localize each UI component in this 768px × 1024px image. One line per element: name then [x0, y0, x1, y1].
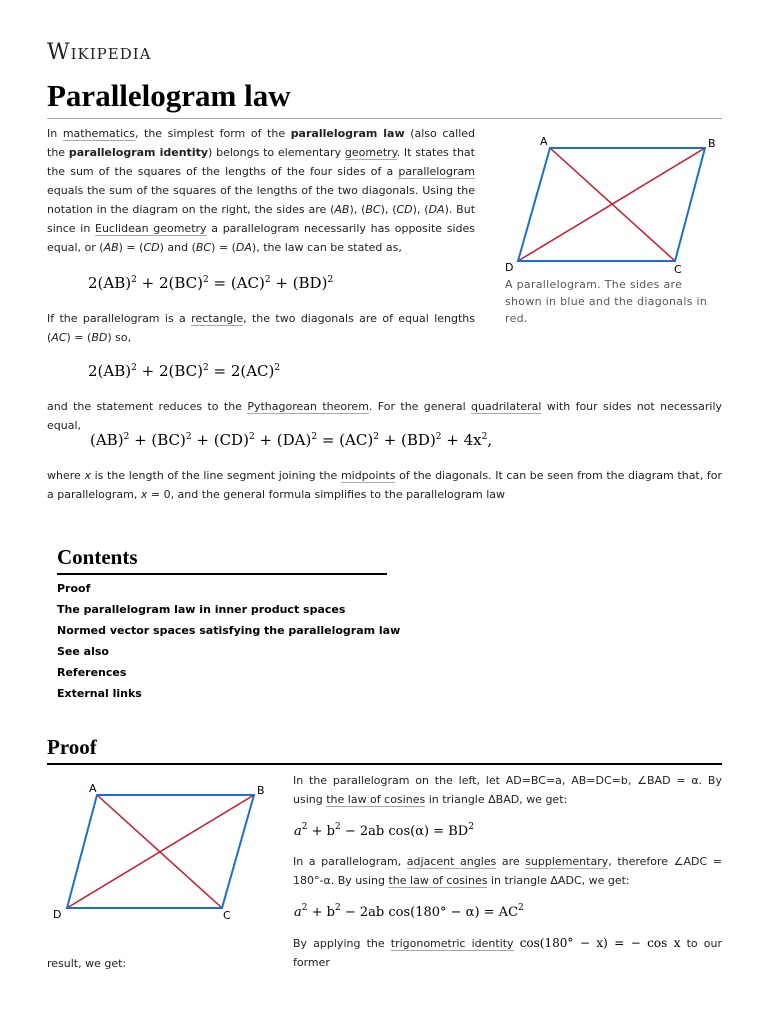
intro-paragraph-4 — [47, 466, 722, 504]
eq-term: = 2(AC) — [208, 362, 275, 380]
eq-exp: 2 — [301, 822, 308, 832]
contents-title: Contents — [57, 545, 138, 569]
intro-paragraph-3 — [47, 397, 722, 435]
equation-parallelogram-law — [88, 274, 333, 292]
text: ), ( — [412, 203, 429, 216]
eq-term: + (CD) — [191, 431, 249, 449]
italic-var: DA — [428, 203, 445, 216]
italic-var: AB — [334, 203, 350, 216]
toc-item-normed-spaces[interactable]: Normed vector spaces satisfying the parallelogram law — [57, 624, 401, 637]
text: is the length of the line segment joining the — [90, 469, 341, 482]
eq-exp: 2 — [468, 822, 474, 832]
text: a parallelogram necessarily has opposite sides equal, or ( — [47, 222, 475, 254]
eq-term: + 2(BC) — [136, 274, 203, 292]
eq-exp: 2 — [202, 275, 209, 285]
text: In a parallelogram, — [293, 855, 407, 868]
italic-var: BC — [195, 241, 212, 254]
vertex-label-b: B — [257, 784, 265, 797]
italic-var: AB — [103, 241, 119, 254]
text: In — [47, 127, 63, 140]
text: ). But since in — [47, 203, 476, 235]
text: = 0, and the general formula simplifies to the parallelogram law — [147, 488, 506, 501]
text: equals the sum of the squares of the lengths of the two diagonals. Using the notation in the diagram on the right, the sides are ( — [47, 184, 475, 216]
page-title: Parallelogram law — [47, 78, 291, 113]
eq-term: + (BD) — [378, 431, 436, 449]
toc-item-proof[interactable]: Proof — [57, 582, 91, 595]
eq-exp: 2 — [481, 432, 488, 442]
text: result, we get: — [47, 957, 127, 970]
eq-exp: 2 — [123, 432, 130, 442]
text: In the parallelogram on the left, let AD=BC=a, AB=DC=b, ∠BAD = α. By using — [293, 774, 722, 806]
link-mathematics[interactable]: mathematics — [62, 127, 135, 140]
eq-exp: 2 — [334, 822, 341, 832]
eq-exp: 2 — [327, 275, 334, 285]
eq-exp: 2 — [131, 275, 137, 285]
eq-exp: 2 — [264, 275, 271, 285]
link-geometry[interactable]: geometry — [344, 146, 397, 159]
eq-exp: 2 — [334, 903, 341, 913]
toc-item-references[interactable]: References — [57, 666, 127, 679]
text: ) = ( — [211, 241, 236, 254]
text: ) = ( — [66, 331, 92, 344]
text: , therefore ∠ADC = 180°-α. By using — [293, 855, 722, 887]
text: . It states that the sum of the squares of the lengths of the four sides of a — [47, 146, 475, 178]
link-euclidean-geometry[interactable]: Euclidean geometry — [95, 222, 207, 235]
vertex-label-b: B — [708, 137, 716, 150]
eq-term: + (BD) — [270, 274, 328, 292]
section-divider — [47, 763, 722, 765]
eq-exp: 2 — [202, 363, 209, 373]
text: with four sides not necessarily equal, — [47, 400, 723, 432]
italic-var: CD — [143, 241, 160, 254]
text: ) = ( — [118, 241, 144, 254]
equation-general-quadrilateral — [90, 431, 492, 449]
text: in triangle ΔADC, we get: — [487, 874, 630, 887]
text: (also called the — [47, 127, 476, 159]
eq-term: − 2ab cos(α) = BD — [340, 824, 469, 839]
proof-paragraph-3-continued — [47, 954, 347, 973]
text: where — [47, 469, 85, 482]
link-adjacent-angles[interactable]: adjacent angles — [406, 855, 497, 868]
eq-term: = (AC) — [208, 274, 265, 292]
link-law-of-cosines[interactable]: the law of cosines — [326, 793, 426, 806]
italic-var: BD — [91, 331, 108, 344]
eq-term: (AB) — [90, 431, 124, 449]
italic-var: x — [84, 469, 91, 482]
intro-paragraph-1 — [47, 124, 475, 257]
eq-term: + b — [307, 905, 335, 920]
italic-var: AC — [51, 331, 67, 344]
text: ), ( — [380, 203, 397, 216]
proof-parallelogram-figure[interactable] — [47, 778, 277, 923]
eq-term: , — [487, 431, 493, 449]
text: are — [496, 855, 526, 868]
equation-bd — [294, 822, 474, 839]
text: of the diagonals. It can be seen from the diagram that, for a parallelogram, — [47, 469, 723, 501]
eq-term: a — [294, 824, 302, 839]
wikipedia-logo[interactable]: Wikipedia — [47, 40, 152, 65]
section-title-proof: Proof — [47, 735, 97, 759]
text: , the simplest form of the — [134, 127, 291, 140]
title-divider — [47, 118, 722, 119]
link-law-of-cosines-2[interactable]: the law of cosines — [388, 874, 488, 887]
text: ), ( — [349, 203, 366, 216]
eq-term: + (DA) — [254, 431, 312, 449]
vertex-label-c: C — [674, 263, 682, 276]
bold-term: parallelogram law — [290, 127, 405, 140]
text: ), the law can be stated as, — [251, 241, 402, 254]
eq-exp: 2 — [435, 432, 442, 442]
link-rectangle[interactable]: rectangle — [191, 312, 244, 325]
eq-exp: 2 — [311, 432, 318, 442]
text: in triangle ΔBAD, we get: — [425, 793, 568, 806]
eq-term: + 2(BC) — [136, 362, 203, 380]
proof-paragraph-1 — [293, 771, 722, 809]
vertex-label-d: D — [505, 261, 514, 274]
vertex-label-c: C — [223, 909, 231, 922]
text: , the two diagonals are of equal lengths ( — [47, 312, 475, 344]
italic-var: x — [140, 488, 148, 501]
eq-exp: 2 — [518, 903, 524, 913]
italic-var: CD — [396, 203, 413, 216]
eq-term: a — [294, 905, 302, 920]
text: . For the general — [368, 400, 472, 413]
eq-exp: 2 — [185, 432, 192, 442]
toc-item-external-links[interactable]: External links — [57, 687, 142, 700]
italic-var: DA — [235, 241, 252, 254]
link-trigonometric-identity[interactable]: trigonometric identity — [390, 937, 514, 950]
proof-paragraph-2 — [293, 852, 722, 890]
eq-exp: 2 — [274, 363, 281, 373]
eq-term: − 2ab cos(180° − α) = AC — [340, 905, 519, 920]
eq-exp: 2 — [131, 363, 137, 373]
figure-caption: A parallelogram. The sides are shown in blue and the diagonals in red. — [505, 278, 708, 325]
text: and the statement reduces to the — [47, 400, 248, 413]
italic-var: BC — [365, 203, 381, 216]
link-pythagorean-theorem[interactable]: Pythagorean theorem — [247, 400, 369, 413]
text: to our former — [293, 937, 723, 969]
link-parallelogram[interactable]: parallelogram — [398, 165, 475, 178]
eq-term: 2(AB) — [88, 274, 132, 292]
eq-exp: 2 — [301, 903, 308, 913]
vertex-label-a: A — [540, 135, 548, 148]
link-supplementary[interactable]: supplementary — [525, 855, 609, 868]
eq-term: + 4x — [441, 431, 482, 449]
intro-paragraph-2 — [47, 309, 475, 347]
text: If the parallelogram is a — [47, 312, 192, 325]
inline-equation: cos(180° − x) = − cos x — [519, 936, 681, 950]
vertex-label-d: D — [53, 908, 62, 921]
parallelogram-figure[interactable] — [500, 132, 722, 277]
contents-divider — [57, 573, 387, 575]
eq-term: + (BC) — [129, 431, 186, 449]
equation-ac — [294, 903, 524, 920]
toc-item-see-also[interactable]: See also — [57, 645, 109, 658]
text: ) so, — [107, 331, 132, 344]
proof-paragraph-3 — [293, 934, 722, 972]
eq-exp: 2 — [373, 432, 379, 442]
eq-exp: 2 — [248, 432, 255, 442]
link-quadrilateral[interactable]: quadrilateral — [471, 400, 542, 413]
text: ) belongs to elementary — [208, 146, 345, 159]
eq-term: + b — [307, 824, 335, 839]
equation-rectangle — [88, 362, 280, 380]
link-midpoints[interactable]: midpoints — [340, 469, 396, 482]
text: By applying the — [293, 937, 391, 950]
text: ) and ( — [159, 241, 196, 254]
eq-term: = (AC) — [317, 431, 374, 449]
vertex-label-a: A — [89, 782, 97, 795]
toc-item-inner-product[interactable]: The parallelogram law in inner product spaces — [57, 603, 346, 616]
bold-term: parallelogram identity — [68, 146, 209, 159]
eq-term: 2(AB) — [88, 362, 132, 380]
